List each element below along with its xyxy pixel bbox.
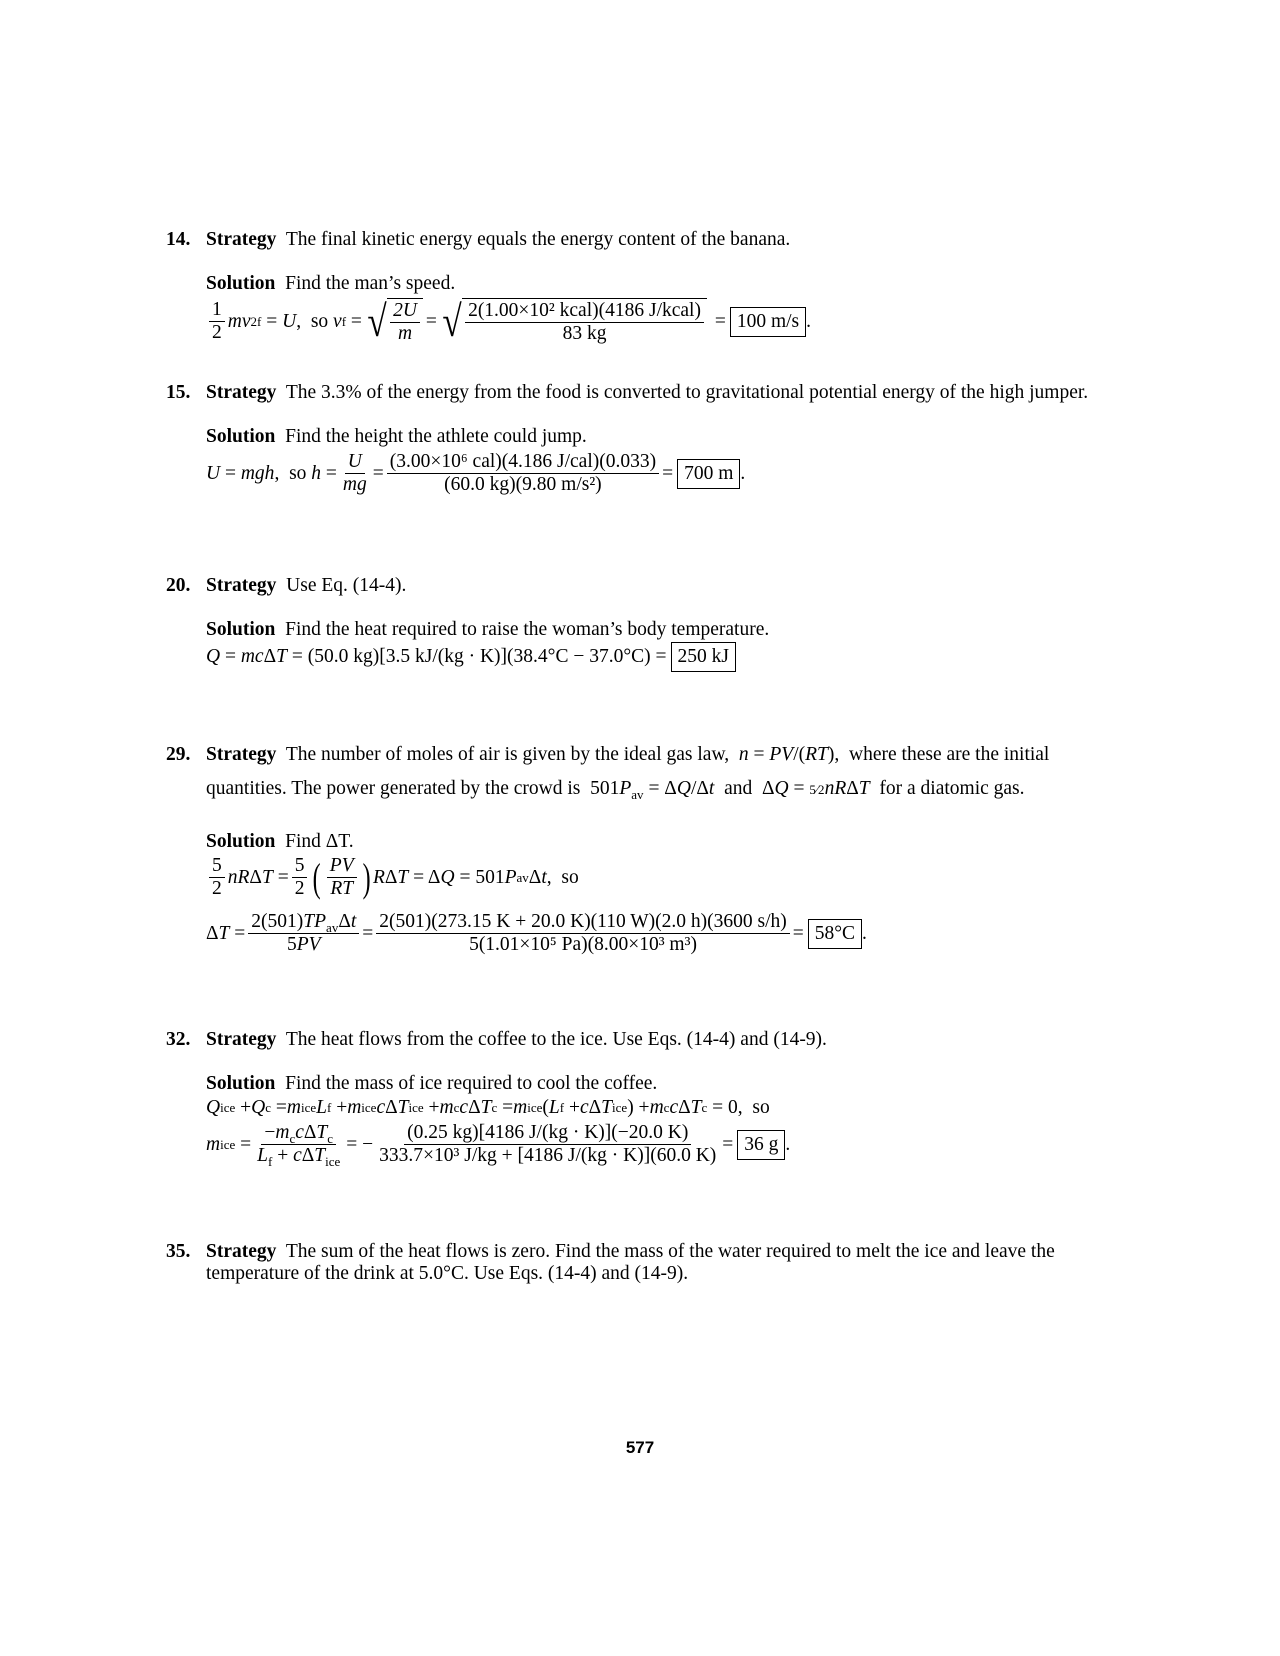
answer-box: 700 m [677, 459, 740, 489]
solution-label: Solution [206, 426, 276, 447]
equation-denominator: 333.7×10³ J/kg + [4186 J/(kg · K)](60.0 K) [379, 1145, 717, 1166]
strategy-label: Strategy [206, 229, 277, 250]
strategy-text: The 3.3% of the energy from the food is converted to gravitational potential energy of the high jumper. [285, 382, 1089, 403]
strategy-line: Strategy The number of moles of air is given by the ideal gas law, n = PV/(RT), where these are the initial [206, 744, 1050, 765]
answer-box: 250 kJ [671, 642, 736, 672]
solution-line [206, 272, 455, 296]
solution-text: Find the heat required to raise the woman’s body temperature. [285, 619, 770, 640]
answer-box: 36 g [737, 1130, 785, 1160]
solution-text: Find ΔT. [285, 831, 354, 852]
equation: U = mgh , so h = $\frac{U}{mg}$ = $\frac{\text{(3.00×10⁶ cal)(4.186 J/cal)(0.033)}}{\text{(60.0 kg)(9.80 m/s²)}}$ = 700 m . [206, 451, 746, 495]
problem-number: 15. [166, 382, 191, 403]
strategy-line [206, 228, 790, 252]
problem-14 [166, 228, 1166, 358]
strategy-text-2: quantities. The power generated by the crowd is [206, 778, 581, 799]
strategy-label: Strategy [206, 1029, 277, 1050]
problem-32 [166, 1028, 1166, 1218]
strategy-line [206, 574, 406, 598]
equation-numerator: 2(1.00×10² kcal)(4186 J/kcal) [465, 300, 704, 323]
answer-box: 58°C [808, 919, 862, 949]
problem-20 [166, 574, 1166, 674]
strategy-text: The number of moles of air is given by the ideal gas law, [285, 744, 730, 765]
strategy-text: Use Eq. (14-4). [286, 575, 407, 596]
strategy-line [206, 1028, 827, 1052]
strategy-text: The heat flows from the coffee to the ice. Use Eqs. (14-4) and (14-9). [285, 1029, 827, 1050]
answer-box: 100 m/s [730, 307, 806, 337]
problem-number: 35. [166, 1241, 191, 1262]
solution-line [206, 830, 354, 854]
problem-number: 29. [166, 744, 191, 765]
solution-line [206, 618, 769, 642]
strategy-line-2: quantities. The power generated by the crowd is $501P_{av} = \Delta Q/\Delta t$ and ΔQ = 5⁄2nRΔT for a diatomic gas. [206, 778, 1025, 802]
strategy-label: Strategy [206, 744, 277, 765]
problem-number: 14. [166, 229, 191, 250]
solution-text: Find the man’s speed. [285, 273, 456, 294]
problem-35 [166, 1240, 1166, 1300]
equation-2: m ice = $\frac{-m_cc\Delta T_c}{L_f + c\Delta T_{ice}}$ = − $\frac{(0.25 kg)[4186 J/(kg \cdot K)](-20.0 K)}{\text{333.7×10³ J/kg + [4186 J/(kg · K)](60.0 K)}}$ = 36 g . [206, 1122, 791, 1169]
equation-numerator: 2(501)(273.15 K + 20.0 K)(110 W)(2.0 h)(3600 s/h) [376, 911, 789, 934]
solution-label: Solution [206, 1073, 276, 1094]
equation-1: $\frac{5}{2}$ nR Δ T = $\frac{5}{2}$ ( $\frac{PV}{RT}$ ) R Δ T = Δ Q = 501 P av Δ t , so [206, 855, 579, 900]
strategy-line [206, 381, 1088, 405]
strategy-text-end: where these are the initial [849, 744, 1050, 765]
problem-number: 32. [166, 1029, 191, 1050]
equation-numerator: (0.25 kg)[4186 J/(kg · K)](−20.0 K) [404, 1122, 691, 1145]
equation-denominator: 83 kg [562, 323, 607, 344]
equation: Q = mc Δ T = (50.0 kg)[3.5 kJ/(kg · K)](38.4°C − 37.0°C) = 250 kJ [206, 642, 736, 672]
solution-label: Solution [206, 619, 276, 640]
strategy-line [206, 1240, 1055, 1264]
equation: $\frac{1}{2}$ mv 2 f = U , so v f = √ $\frac{2U}{m}$ = √ $\frac{\text{2(1.00×10² kcal)(4186 J/kcal)}}{83 kg}$ = 100 m/s . [206, 298, 811, 345]
strategy-text-2-end: for a diatomic gas. [879, 778, 1025, 799]
strategy-text: The sum of the heat flows is zero. Find the mass of the water required to melt the ice and leave the [285, 1241, 1055, 1262]
problem-number: 20. [166, 575, 191, 596]
problem-29 [166, 743, 1166, 963]
equation-2: Δ T = $\frac{2(501)TP_{av}\Delta t}{5PV}$ = $\frac{2(501)(273.15 K + 20.0 K)(110 W)(2.0 h)(3600 s/h)}{\text{5(1.01×10⁵ Pa)(8.00×10³ m³)}}$ = 58°C . [206, 911, 867, 955]
equation-denominator: (60.0 kg)(9.80 m/s²) [444, 474, 602, 495]
strategy-line-2 [206, 1262, 688, 1286]
equation-denominator: 5(1.01×10⁵ Pa)(8.00×10³ m³) [469, 934, 697, 955]
strategy-label: Strategy [206, 575, 277, 596]
equation-numerator: (3.00×10⁶ cal)(4.186 J/cal)(0.033) [387, 451, 659, 474]
solution-text: Find the height the athlete could jump. [285, 426, 587, 447]
equation-1: Q ice + Q c = m ice L f + m ice c Δ T ice + m c c Δ T c = m ice ( L f + c Δ T ice ) + m c c Δ T c = 0, so [206, 1097, 770, 1118]
page-number: 577 [625, 1438, 655, 1457]
strategy-text-2: temperature of the drink at 5.0°C. Use Eqs. (14-4) and (14-9). [206, 1263, 689, 1284]
strategy-text: The final kinetic energy equals the energy content of the banana. [285, 229, 791, 250]
strategy-label: Strategy [206, 382, 277, 403]
solution-label: Solution [206, 831, 276, 852]
equation-text: = (50.0 kg)[3.5 kJ/(kg · K)](38.4°C − 37.0°C) = [291, 646, 667, 667]
solution-label: Solution [206, 273, 276, 294]
solution-line [206, 1072, 657, 1096]
solution-line [206, 425, 587, 449]
solution-text: Find the mass of ice required to cool the coffee. [285, 1073, 658, 1094]
strategy-label: Strategy [206, 1241, 277, 1262]
problem-15 [166, 381, 1166, 511]
